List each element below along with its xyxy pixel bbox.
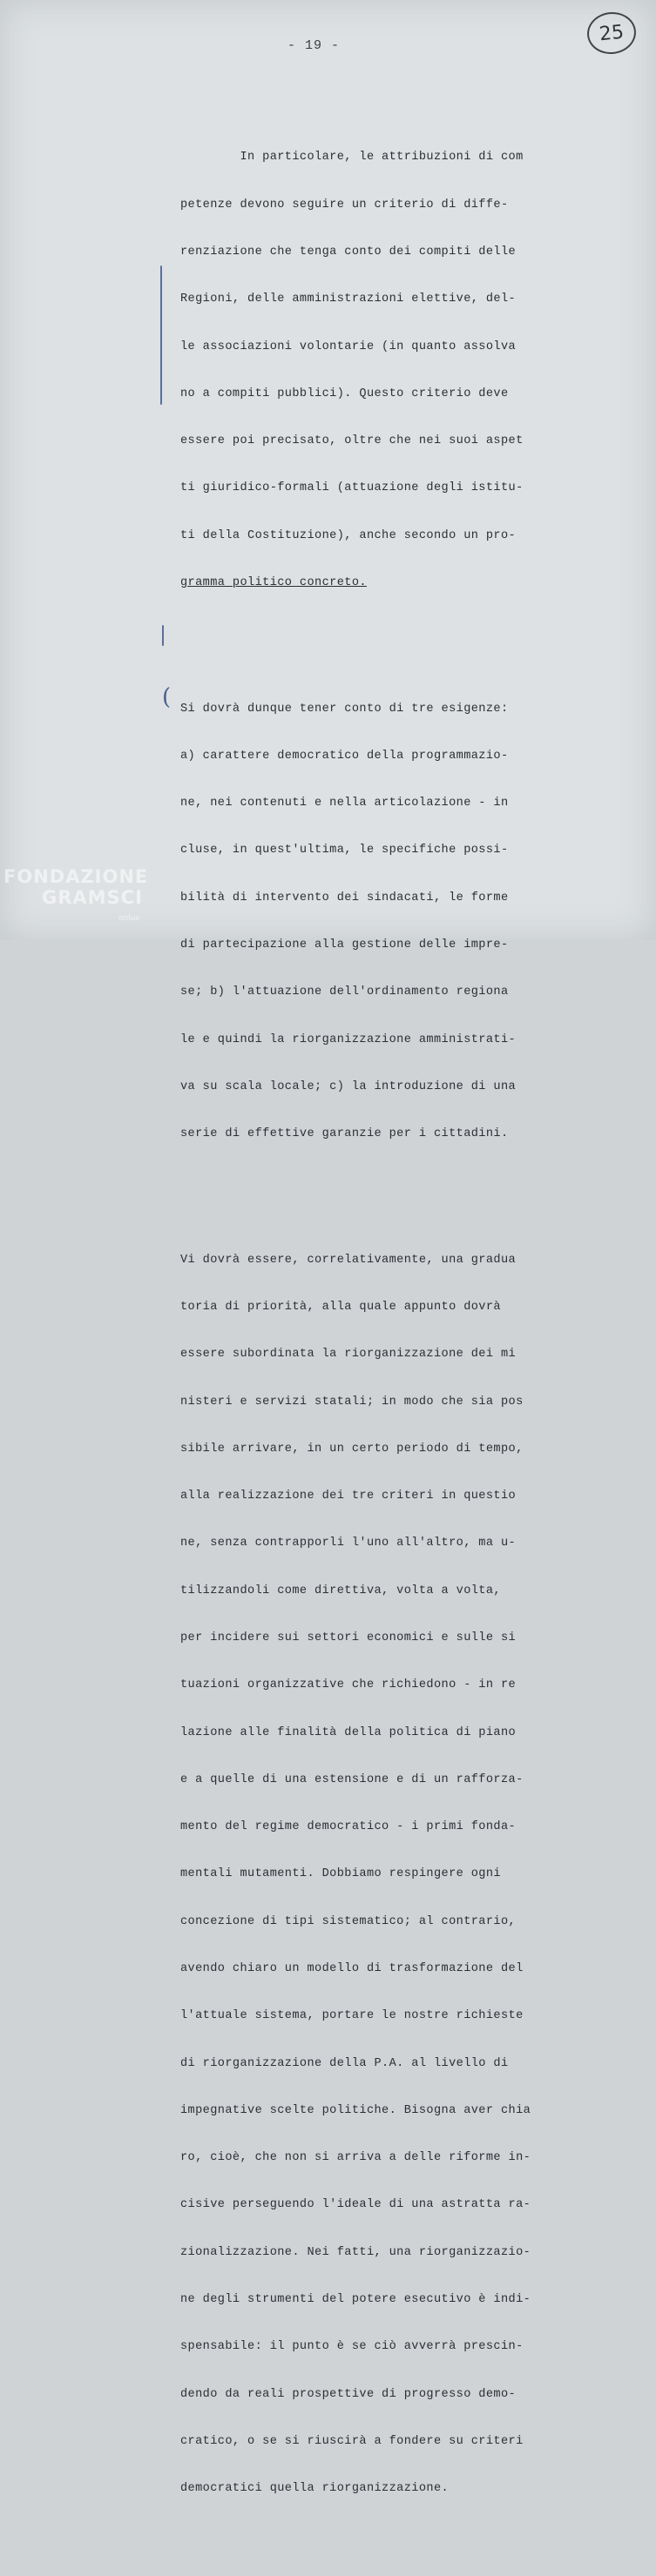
text-line: tuazioni organizzative che richiedono - in re: [180, 1678, 517, 1692]
text-line: cluse, in quest'ultima, le specifiche possi-: [180, 844, 509, 858]
text-line: cisive perseguendo l'ideale di una astratta ra-: [180, 2198, 531, 2212]
fondazione-gramsci-watermark: [3, 866, 148, 929]
text-line: renziazione che tenga conto dei compiti delle: [180, 245, 517, 259]
paragraph-1: [180, 118, 564, 622]
watermark-line-1: FONDAZIONE: [3, 866, 149, 887]
text-line: toria di priorità, alla quale appunto dovrà: [180, 1301, 501, 1315]
margin-pen-mark: [160, 266, 162, 405]
text-line: nisteri e servizi statali; in modo che sia pos: [180, 1395, 524, 1409]
text-line: lazione alle finalità della politica di piano: [180, 1725, 517, 1739]
text-line: impegnative scelte politiche. Bisogna aver chia: [180, 2103, 531, 2117]
watermark-line-3: onlus: [118, 914, 140, 923]
text-line: alla realizzazione dei tre criteri in questio: [180, 1490, 517, 1503]
text-line: Regioni, delle amministrazioni elettive, del-: [180, 293, 517, 306]
text-line: l'attuale sistema, portare le nostre richieste: [180, 2009, 524, 2023]
text-line: In particolare, le attribuzioni di com: [180, 151, 524, 165]
text-line: bilità di intervento dei sindacati, le forme: [180, 891, 509, 905]
text-line: mentali mutamenti. Dobbiamo respingere ogni: [180, 1867, 501, 1881]
text-line: cratico, o se si riuscirà a fondere su criteri: [180, 2434, 524, 2448]
text-line: ne, senza contrapporli l'uno all'altro, ma u-: [180, 1537, 517, 1550]
watermark-line-2: GRAMSCI: [42, 887, 143, 908]
text-line: e a quelle di una estensione e di un rafforza-: [180, 1772, 524, 1786]
margin-parenthesis-mark: (: [162, 684, 172, 710]
text-line: le associazioni volontarie (in quanto assolva: [180, 340, 517, 353]
text-line: democratici quella riorganizzazione.: [180, 2482, 450, 2496]
text-line: sibile arrivare, in un certo periodo di tempo,: [180, 1442, 524, 1456]
text-line: tilizzandoli come direttiva, volta a volta,: [180, 1584, 501, 1597]
text-line: di riorganizzazione della P.A. al livello di: [180, 2056, 509, 2070]
text-line: Vi dovrà essere, correlativamente, una gradua: [180, 1253, 517, 1267]
text-line: serie di effettive garanzie per i cittadini.: [180, 1127, 509, 1141]
text-line: zionalizzazione. Nei fatti, una riorganizzazio-: [180, 2245, 531, 2259]
text-line: ti della Costituzione), anche secondo un pro-: [180, 528, 517, 542]
text-line: no a compiti pubblici). Questo criterio deve: [180, 387, 509, 400]
text-line: per incidere sui settori economici e sulle si: [180, 1631, 517, 1644]
text-line: va su scala locale; c) la introduzione di una: [180, 1079, 517, 1093]
text-line: essere subordinata la riorganizzazione dei mi: [180, 1348, 517, 1362]
text-line: le e quindi la riorganizzazione amministrati-: [180, 1032, 517, 1046]
text-line-underlined: gramma politico concreto.: [180, 575, 367, 589]
text-line: di partecipazione alla gestione delle impre-: [180, 938, 509, 952]
text-line: ti giuridico-formali (attuazione degli istitu-: [180, 481, 524, 495]
text-line: essere poi precisato, oltre che nei suoi aspet: [180, 434, 524, 448]
paragraph-2: [180, 669, 564, 1174]
text-line: avendo chiaro un modello di trasformazione del: [180, 1961, 524, 1975]
text-line: concezione di tipi sistematico; al contrario,: [180, 1914, 517, 1928]
text-line: mento del regime democratico - i primi fonda-: [180, 1820, 517, 1834]
text-line: a) carattere democratico della programmazio-: [180, 749, 509, 763]
text-line: petenze devono seguire un criterio di diffe-: [180, 198, 509, 212]
text-line: ne, nei contenuti e nella articolazione - in: [180, 797, 509, 810]
archive-page-stamp: [585, 10, 639, 57]
paragraph-3: [180, 1221, 564, 2529]
text-line: ro, cioè, che non si arriva a delle riforme in-: [180, 2151, 531, 2165]
text-line: spensabile: il punto è se ciò avverrà prescin-: [180, 2340, 524, 2354]
text-line: ne degli strumenti del potere esecutivo è indi-: [180, 2292, 531, 2306]
text-line: dendo da reali prospettive di progresso demo-: [180, 2387, 517, 2401]
text-line: se; b) l'attuazione dell'ordinamento regiona: [180, 985, 509, 999]
margin-pen-mark: [162, 625, 164, 646]
text-line: Si dovrà dunque tener conto di tre esigenze:: [180, 702, 509, 716]
document-body: [180, 87, 564, 2576]
stamp-number: 25: [598, 21, 626, 45]
page-number: - 19 -: [287, 38, 341, 53]
